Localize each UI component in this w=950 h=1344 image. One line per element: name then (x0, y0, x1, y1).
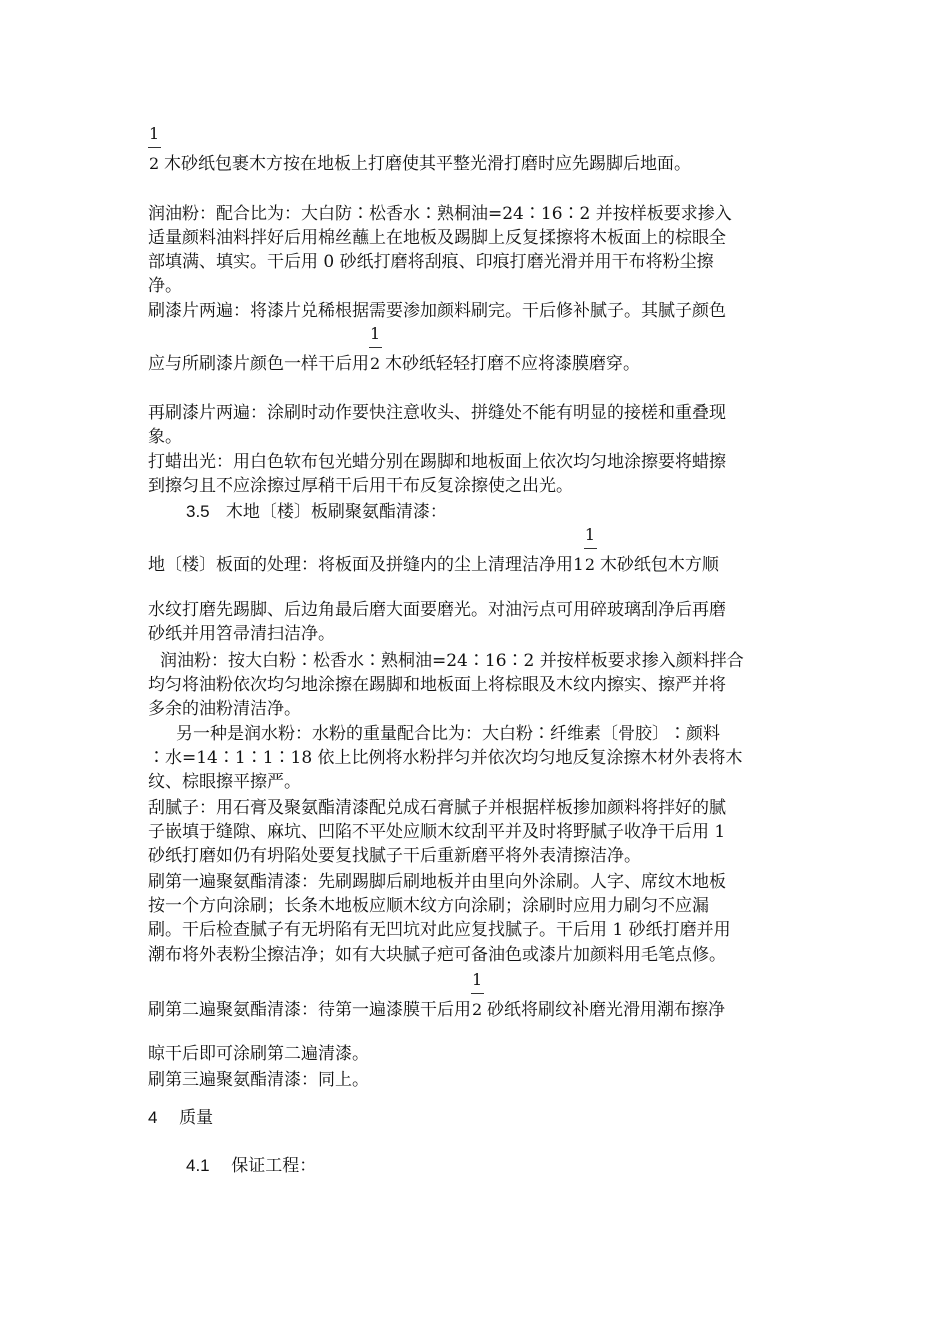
paragraph-line: 刷第一遍聚氨酯清漆：先刷踢脚后刷地板并由里向外涂刷。人字、席纹木地板 (148, 872, 726, 892)
paragraph-line: 水纹打磨先踢脚、后边角最后磨大面要磨光。对油污点可用碎玻璃刮净后再磨 (148, 600, 726, 620)
fraction-half: $\frac{1}{2}$ (149, 124, 160, 173)
paragraph-line: 砂纸打磨如仍有坍陷处要复找腻子干后重新磨平将外表清擦洁净。 (148, 846, 641, 866)
paragraph-line: 象。 (148, 427, 182, 447)
paragraph-line: 打蜡出光：用白色软布包光蜡分别在踢脚和地板面上依次均匀地涂擦要将蜡擦 (148, 452, 726, 472)
paragraph-line: 另一种是润水粉：水粉的重量配合比为：大白粉∶纤维素〔骨胶〕∶颜料 (176, 724, 720, 744)
paragraph-line: 净。 (148, 276, 182, 296)
paragraph-line: 适量颜料油料拌好后用棉丝蘸上在地板及踢脚上反复揉擦将木板面上的棕眼全 (148, 228, 726, 248)
paragraph-line: ∶水=14∶1∶1∶18 依上比例将水粉拌匀并依次均匀地反复涂擦木材外表将木 (148, 748, 743, 768)
paragraph-line: 子嵌填于缝隙、麻坑、凹陷不平处应顺木纹刮平并及时将野腻子收净干后用 1 (148, 822, 726, 842)
paragraph-line: 均匀将油粉依次均匀地涂擦在踢脚和地板面上将棕眼及木纹内擦实、擦严并将 (148, 675, 726, 695)
paragraph-line: 地〔楼〕板面的处理：将板面及拼缝内的尘上清理洁净用1 $\frac{1}{2}$ 木砂纸包木方顺 (148, 525, 719, 575)
paragraph-line: $\frac{1}{2}$ 木砂纸包裹木方按在地板上打磨使其平整光滑打磨时应先踢脚后地面。 (149, 124, 691, 174)
paragraph-line: 润油粉：按大白粉∶松香水∶熟桐油=24∶16∶2 并按样板要求掺入颜料拌合 (160, 651, 744, 671)
paragraph-line: 到擦匀且不应涂擦过厚稍干后用干布反复涂擦使之出光。 (148, 476, 573, 496)
paragraph-line: 砂纸并用笤帚清扫洁净。 (148, 624, 335, 644)
paragraph-line: 应与所刷漆片颜色一样干后用 $\frac{1}{2}$ 木砂纸轻轻打磨不应将漆膜磨穿。 (148, 324, 640, 374)
paragraph-line: 潮布将外表粉尘擦洁净；如有大块腻子疤可备油色或漆片加颜料用毛笔点修。 (148, 945, 726, 965)
paragraph-line: 刷漆片两遍：将漆片兑稀根据需要渗加颜料刷完。干后修补腻子。其腻子颜色 (148, 301, 726, 321)
section-heading-4-1: 4.1 保证工程： (186, 1156, 317, 1176)
paragraph-line: 刷第三遍聚氨酯清漆：同上。 (148, 1070, 369, 1090)
paragraph-line: 多余的油粉清洁净。 (148, 699, 301, 719)
paragraph-line: 刷第二遍聚氨酯清漆：待第一遍漆膜干后用 $\frac{1}{2}$ 砂纸将刷纹补磨光滑用潮布擦净 (148, 970, 725, 1020)
paragraph-line: 纹、棕眼擦平擦严。 (148, 772, 301, 792)
section-heading-3-5: 3.5 木地〔楼〕板刷聚氨酯清漆： (186, 502, 447, 522)
fraction-half: $\frac{1}{2}$ (584, 525, 596, 574)
paragraph-line: 部填满、填实。干后用 0 砂纸打磨将刮痕、印痕打磨光滑并用干布将粉尘擦 (148, 252, 714, 272)
fraction-half: $\frac{1}{2}$ (370, 324, 381, 373)
paragraph-line: 再刷漆片两遍：涂刷时动作要快注意收头、拼缝处不能有明显的接槎和重叠现 (148, 403, 726, 423)
fraction-half: $\frac{1}{2}$ (472, 970, 483, 1019)
paragraph-line: 润油粉：配合比为：大白防∶松香水∶熟桐油=24∶16∶2 并按样板要求掺入 (148, 204, 732, 224)
paragraph-line: 按一个方向涂刷；长条木地板应顺木纹方向涂刷；涂刷时应用力刷匀不应漏 (148, 896, 709, 916)
paragraph-line: 刷。干后检查腻子有无坍陷有无凹坑对此应复找腻子。干后用 1 砂纸打磨并用 (148, 920, 731, 940)
section-heading-4: 4 质量 (148, 1108, 214, 1128)
paragraph-line: 晾干后即可涂刷第二遍清漆。 (148, 1044, 369, 1064)
paragraph-line: 刮腻子：用石膏及聚氨酯清漆配兑成石膏腻子并根据样板掺加颜料将拌好的腻 (148, 798, 726, 818)
